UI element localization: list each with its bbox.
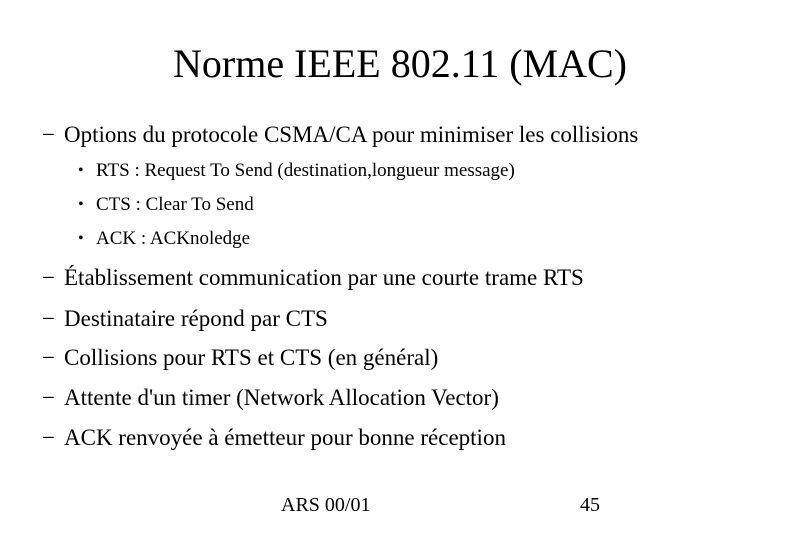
dash-bullet-icon: −: [42, 265, 55, 290]
sub-bullet-text: CTS : Clear To Send: [96, 194, 254, 215]
dash-bullet-icon: −: [42, 122, 55, 147]
bullet-text: Collisions pour RTS et CTS (en général): [64, 345, 439, 370]
sub-bullet-text: ACK : ACKnoledge: [96, 228, 251, 249]
dot-bullet-icon: •: [78, 230, 84, 247]
dash-bullet-icon: −: [42, 425, 55, 450]
sub-bullet-item: [78, 226, 250, 252]
sub-bullet-item: [78, 192, 254, 218]
bullet-item: [42, 423, 506, 453]
bullet-text: Options du protocole CSMA/CA pour minimiser les collisions: [64, 122, 639, 147]
dash-bullet-icon: −: [42, 345, 55, 370]
footer-page-number: 45: [580, 494, 600, 516]
bullet-text: Attente d'un timer (Network Allocation Vector): [64, 385, 499, 410]
dash-bullet-icon: −: [42, 306, 55, 331]
footer-course: ARS 00/01: [281, 494, 371, 516]
bullet-item: [42, 343, 438, 373]
dot-bullet-icon: •: [78, 196, 84, 213]
bullet-item: [42, 304, 328, 334]
bullet-item: [42, 263, 584, 293]
bullet-text: Destinataire répond par CTS: [64, 306, 328, 331]
dot-bullet-icon: •: [78, 162, 84, 179]
sub-bullet-item: [78, 158, 515, 184]
bullet-text: ACK renvoyée à émetteur pour bonne réception: [64, 425, 506, 450]
bullet-item: [42, 383, 499, 413]
dash-bullet-icon: −: [42, 385, 55, 410]
sub-bullet-text: RTS : Request To Send (destination,longueur message): [96, 160, 515, 181]
slide-title: Norme IEEE 802.11 (MAC): [173, 41, 627, 86]
bullet-item: [42, 120, 638, 150]
bullet-text: Établissement communication par une courte trame RTS: [64, 265, 584, 290]
